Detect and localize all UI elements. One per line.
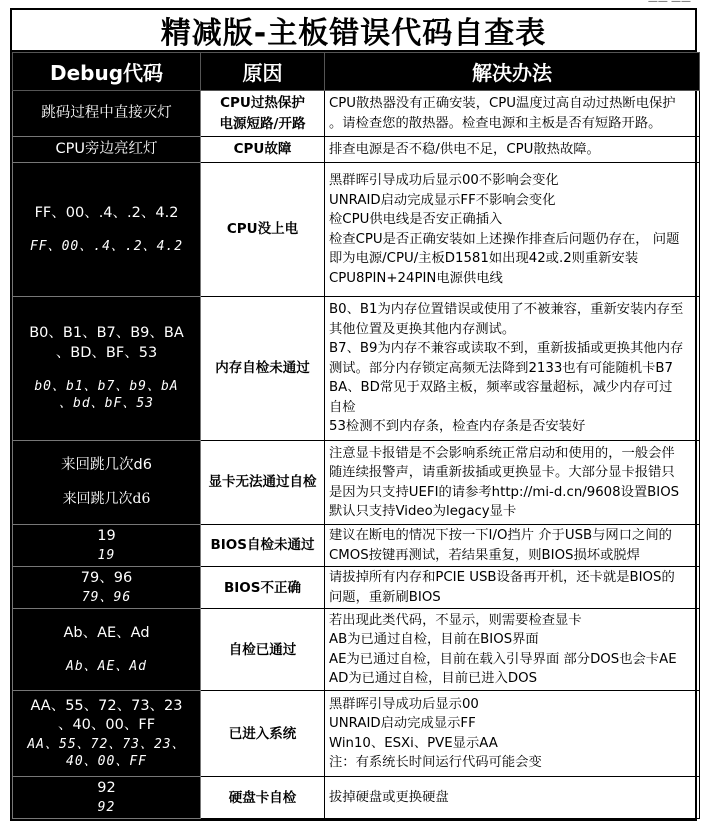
spacer — [19, 476, 194, 490]
solution-line: 若出现此类代码，不显示，则需要检查显卡 — [329, 612, 582, 628]
cause-text: 内存自检未通过 — [215, 360, 310, 377]
debug-code-cell — [13, 137, 201, 163]
solution-line: UNRAID启动完成显示FF — [329, 716, 476, 732]
sheet-title: 精减版-主板错误代码自查表 — [12, 10, 695, 52]
solution-line: 排查电源是否不稳/供电不足，CPU散热故障。 — [329, 141, 600, 157]
spacer — [19, 364, 194, 378]
cause-text: 显卡无法通过自检 — [208, 474, 317, 491]
solution-line: CPU散热器没有正确安装，CPU温度过高自动过热断电保护 — [329, 96, 676, 111]
solution-cell — [325, 91, 700, 137]
solution-line: BA、BD常见于双路主板，频率或容量超标，减少内存可过 — [329, 380, 673, 396]
solution-line: 是因为只支持UEFI的请参考http://mi-d.cn/9608设置BIOS — [329, 484, 680, 500]
debug-code-cell — [13, 691, 201, 777]
table-row — [13, 525, 700, 567]
cause-text: 已进入系统 — [228, 725, 297, 742]
cause-text: BIOS自检未通过 — [210, 537, 315, 554]
error-code-sheet — [10, 8, 697, 821]
table-row — [13, 777, 700, 819]
debug-code-display: 40、00、FF — [66, 754, 147, 770]
solution-line: B7、B9为内存不兼容或读取不到，重新拔插或更换其他内存 — [329, 341, 684, 357]
header-solution: 解决办法 — [325, 53, 700, 91]
cause-text: 电源短路/开路 — [219, 115, 306, 132]
solution-line: 注意显卡报错是不会影响系统正常启动和使用的，一般会伴 — [329, 445, 675, 461]
spacer — [19, 644, 194, 658]
solution-cell — [325, 567, 700, 609]
solution-line: 请拔掉所有内存和PCIE USB设备再开机，还卡就是BIOS的 — [329, 570, 675, 586]
solution-line: 注：有系统长时间运行代码可能会变 — [329, 755, 542, 771]
table-body — [13, 91, 700, 819]
solution-line: 其他位置及更换其他内存测试。 — [329, 321, 516, 337]
solution-cell — [325, 691, 700, 777]
solution-line: CPU8PIN+24PIN电源供电线 — [329, 270, 503, 286]
cause-cell — [201, 525, 325, 567]
cause-cell — [201, 91, 325, 137]
cause-text: CPU故障 — [233, 141, 292, 158]
solution-cell — [325, 777, 700, 819]
cause-cell — [201, 567, 325, 609]
solution-line: B0、B1为内存位置错误或使用了不被兼容，重新安装内存至 — [329, 302, 684, 318]
solution-line: AE为已通过自检，目前在载入引导界面 部分DOS也会卡AE — [329, 651, 677, 667]
debug-code-cell — [13, 567, 201, 609]
solution-line: AB为已通过自检，目前在BIOS界面 — [329, 632, 539, 648]
solution-line: 检CPU供电线是否安正确插入 — [329, 212, 503, 227]
debug-code-display: b0、b1、b7、b9、bA — [34, 378, 179, 394]
debug-code: 、BD、BF、53 — [55, 344, 158, 361]
solution-cell — [325, 163, 700, 297]
solution-line: 自检 — [329, 399, 356, 415]
header-cause: 原因 — [201, 53, 325, 91]
cause-text: BIOS不正确 — [223, 579, 301, 596]
debug-code-cell — [13, 777, 201, 819]
cause-cell — [201, 137, 325, 163]
solution-cell — [325, 297, 700, 441]
table-row — [13, 441, 700, 525]
solution-line: UNRAID启动完成显示FF不影响会变化 — [329, 192, 556, 208]
debug-code-cell — [13, 441, 201, 525]
cause-cell — [201, 609, 325, 691]
solution-line: Win10、ESXi、PVE显示AA — [329, 735, 498, 751]
debug-code: AA、55、72、73、23 — [30, 697, 183, 714]
solution-line: 问题，重新刷BIOS — [329, 589, 441, 605]
cause-cell — [201, 441, 325, 525]
table-row — [13, 163, 700, 297]
solution-cell — [325, 441, 700, 525]
debug-code: 、40、00、FF — [57, 717, 156, 734]
solution-line: 黑群晖引导成功后显示00 — [329, 696, 479, 712]
solution-line: 测试。部分内存锁定高频无法降到2133也有可能随机卡B7 — [329, 360, 673, 376]
debug-code-display: 来回跳几次d6 — [62, 490, 151, 507]
solution-line: 建议在断电的情况下按一下I/O挡片 介于USB与网口之间的 — [329, 528, 672, 544]
debug-code: 79、96 — [80, 570, 133, 587]
cause-cell — [201, 163, 325, 297]
solution-line: CMOS按键再测试，若结果重复，则BIOS损坏或脱焊 — [329, 547, 640, 563]
solution-cell — [325, 137, 700, 163]
solution-line: 默认只支持Video为legacy显卡 — [329, 504, 517, 519]
debug-code: 来回跳几次d6 — [61, 457, 152, 474]
table-row — [13, 91, 700, 137]
cause-cell — [201, 777, 325, 819]
cause-text: 硬盘卡自检 — [228, 789, 297, 806]
debug-code-display: 92 — [97, 799, 116, 815]
cause-cell — [201, 691, 325, 777]
debug-code-display: Ab、AE、Ad — [66, 658, 147, 674]
header-row — [13, 53, 700, 91]
solution-cell — [325, 525, 700, 567]
solution-line: AD为已通过自检，目前已进入DOS — [329, 671, 538, 687]
debug-code-cell — [13, 163, 201, 297]
debug-code: Ab、AE、Ad — [63, 625, 150, 642]
cause-text: CPU过热保护 — [220, 95, 305, 112]
table-row — [13, 567, 700, 609]
debug-code-cell — [13, 525, 201, 567]
corner-mark: —— —— — [647, 0, 691, 7]
spacer — [19, 224, 194, 238]
debug-code-display: 79、96 — [81, 589, 132, 605]
error-code-table — [12, 52, 700, 819]
header-debug-code: Debug代码 — [13, 53, 201, 91]
table-row — [13, 137, 700, 163]
debug-code: 跳码过程中直接灭灯 — [41, 104, 172, 121]
table-row — [13, 691, 700, 777]
debug-code-display: FF、00、.4、.2、4.2 — [29, 238, 184, 254]
debug-code: 92 — [97, 780, 116, 797]
table-row — [13, 609, 700, 691]
debug-code: B0、B1、B7、B9、BA — [29, 325, 184, 342]
debug-code-display: 、bd、bF、53 — [59, 396, 154, 412]
cause-text: CPU没上电 — [226, 221, 299, 238]
debug-code-cell — [13, 91, 201, 137]
cause-text: 自检已通过 — [228, 641, 297, 658]
table-row — [13, 297, 700, 441]
solution-line: 拔掉硬盘或更换硬盘 — [329, 790, 449, 806]
debug-code: FF、00、.4、.2、4.2 — [34, 204, 179, 221]
cause-cell — [201, 297, 325, 441]
debug-code: 19 — [97, 528, 116, 544]
debug-code-cell — [13, 297, 201, 441]
solution-line: 检查CPU是否正确安装如上述操作排查后问题仍存在， 问题 — [329, 231, 680, 247]
solution-line: 53检测不到内存条，检查内存条是否安装好 — [329, 419, 586, 435]
debug-code-display: 19 — [97, 547, 116, 563]
debug-code: CPU旁边亮红灯 — [55, 140, 158, 157]
solution-line: 即为电源/CPU/主板D1581如出现42或.2则重新安装 — [329, 251, 639, 266]
debug-code-cell — [13, 609, 201, 691]
solution-line: 随连续报警声，请重新拔插或更换显卡。大部分显卡报错只 — [329, 465, 675, 480]
solution-cell — [325, 609, 700, 691]
solution-line: 。请检查您的散热器。检查电源和主板是否有短路开路。 — [329, 115, 662, 131]
debug-code-display: AA、55、72、73、23、 — [27, 736, 186, 752]
solution-line: 黑群晖引导成功后显示00不影响会变化 — [329, 173, 559, 188]
